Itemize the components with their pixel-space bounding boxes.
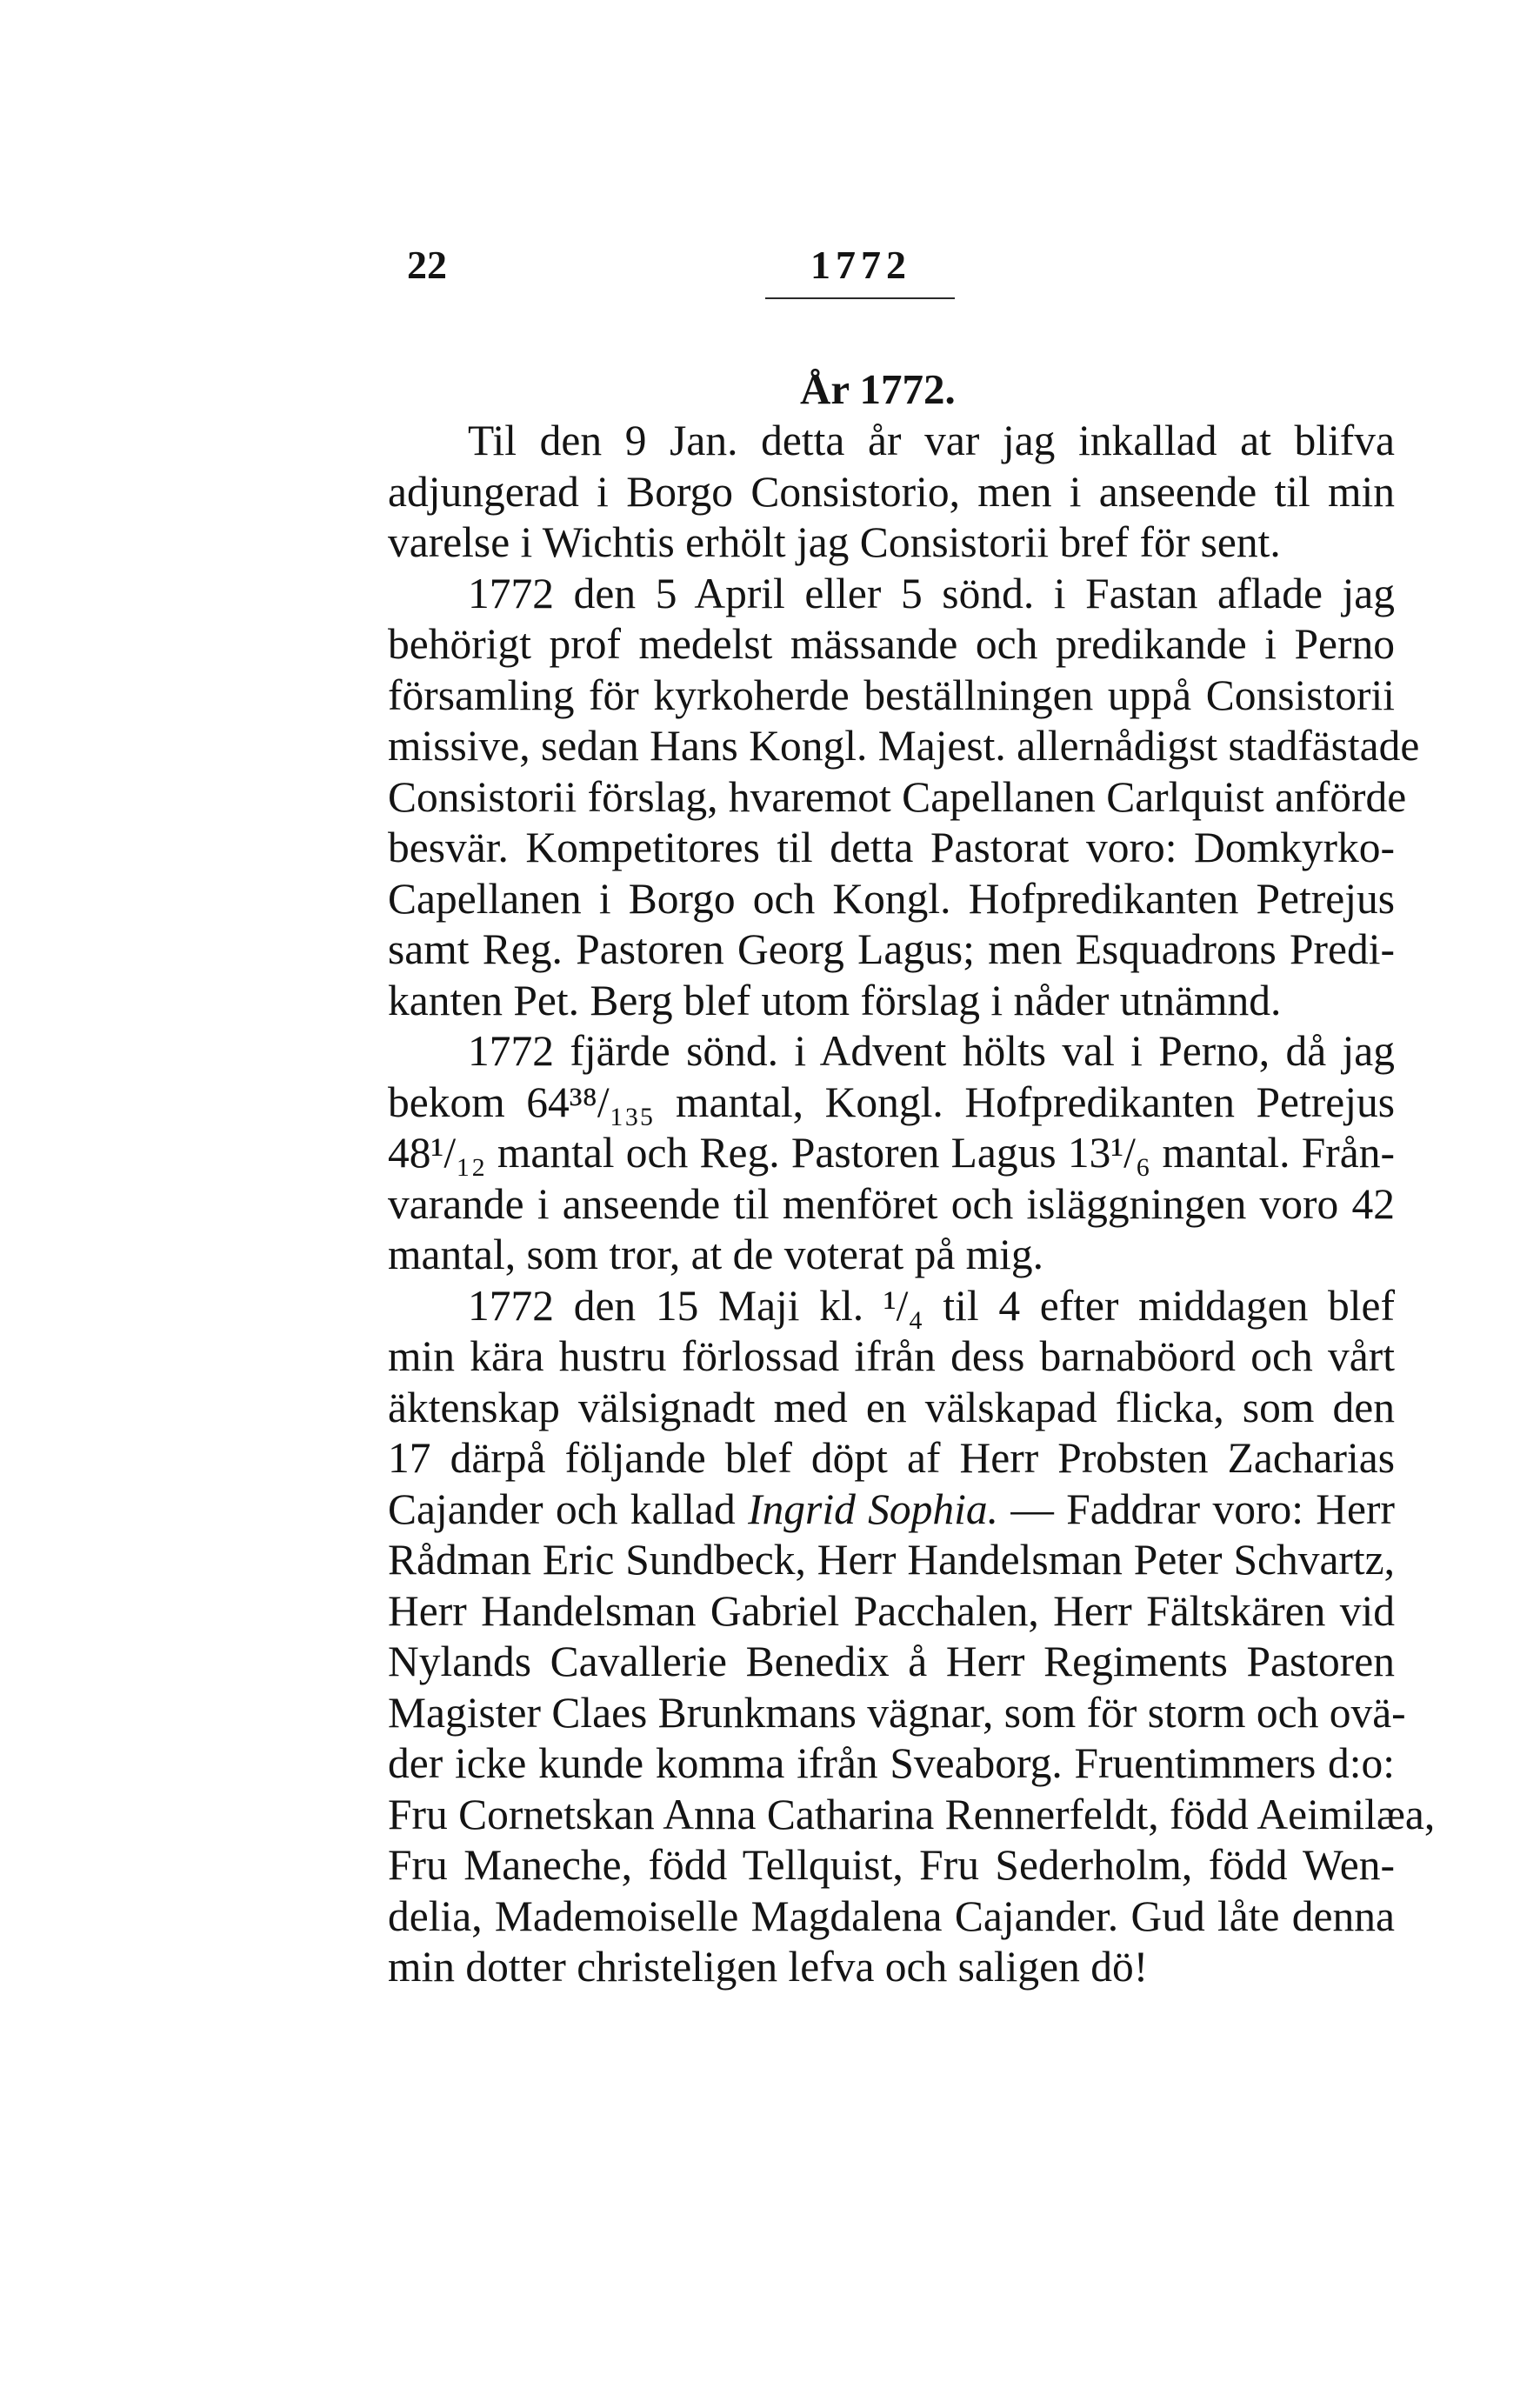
text-line: äktenskap välsignadt med en välskapad flicka, som den <box>388 1383 1395 1431</box>
text-line: Fru Cornetskan Anna Catharina Rennerfeldt, född Aeimilæa, <box>388 1790 1436 1838</box>
text-line: delia, Mademoiselle Magdalena Cajander. Gud låte denna <box>388 1891 1395 1940</box>
body-text <box>388 416 1436 1993</box>
text-line: missive, sedan Hans Kongl. Majest. allernådigst stadfästade <box>388 722 1420 770</box>
running-head: 1772 <box>810 243 911 287</box>
text-line: 1772 den 5 April eller 5 sönd. i Fastan aflade jag <box>468 569 1395 617</box>
text-line: Herr Handelsman Gabriel Pacchalen, Herr Fältskären vid <box>388 1586 1395 1635</box>
text-segment: Cajander och kallad <box>388 1484 749 1533</box>
text-line: 1772 fjärde sönd. i Advent hölts val i Perno, då jag <box>468 1027 1395 1075</box>
text-line: bekom 64³⁸/₁₃₅ mantal, Kongl. Hofpredikanten Petrejus <box>388 1077 1395 1126</box>
running-head-rule <box>765 297 955 299</box>
text-line: varande i anseende til menföret och isläggningen voro 42 <box>388 1179 1395 1228</box>
text-line: besvär. Kompetitores til detta Pastorat voro: Domkyrko- <box>388 824 1395 871</box>
text-line: mantal, som tror, at de voterat på mig. <box>388 1231 1044 1278</box>
text-line: församling för kyrkoherde beställningen uppå Consistorii <box>388 670 1395 719</box>
text-line: kanten Pet. Berg blef utom förslag i nåder utnämnd. <box>388 976 1282 1024</box>
text-line: Fru Maneche, född Tellquist, Fru Sederholm, född Wen- <box>388 1841 1395 1889</box>
child-name: Ingrid Sophia. <box>748 1484 999 1533</box>
text-line: behörigt prof medelst mässande och predikande i Perno <box>388 620 1395 668</box>
text-line: Consistorii förslag, hvaremot Capellanen Carlquist anförde <box>388 772 1407 821</box>
text-line: adjungerad i Borgo Consistorio, men i anseende til min <box>388 467 1395 516</box>
text-line: samt Reg. Pastoren Georg Lagus; men Esquadrons Predi- <box>388 925 1395 973</box>
text-line: 17 därpå följande blef döpt af Herr Probsten Zacharias <box>388 1434 1395 1482</box>
page-number: 22 <box>407 243 447 287</box>
text-line: Capellanen i Borgo och Kongl. Hofpredikanten Petrejus <box>388 874 1395 923</box>
text-line: 48¹/₁₂ mantal och Reg. Pastoren Lagus 13¹/₆ mantal. Från- <box>388 1129 1395 1177</box>
text-segment: — Faddrar voro: Herr <box>998 1484 1395 1533</box>
text-line: Magister Claes Brunkmans vägnar, som för storm och ovä- <box>388 1688 1406 1737</box>
text-line: 1772 den 15 Maji kl. ¹/₄ til 4 efter middagen blef <box>468 1281 1395 1330</box>
text-line <box>388 1484 1395 1536</box>
text-line: Rådman Eric Sundbeck, Herr Handelsman Peter Schvartz, <box>388 1536 1395 1584</box>
text-line: der icke kunde komma ifrån Sveaborg. Fruentimmers d:o: <box>388 1739 1395 1787</box>
text-line: Nylands Cavallerie Benedix å Herr Regiments Pastoren <box>388 1638 1395 1685</box>
text-line: Til den 9 Jan. detta år var jag inkallad at blifva <box>468 417 1395 464</box>
section-heading: År 1772. <box>800 365 956 413</box>
text-line: min dotter christeligen lefva och saligen dö! <box>388 1943 1149 1991</box>
text-line: varelse i Wichtis erhölt jag Consistorii bref för sent. <box>388 518 1281 566</box>
text-line: min kära hustru förlossad ifrån dess barnaböord och vårt <box>388 1332 1395 1380</box>
